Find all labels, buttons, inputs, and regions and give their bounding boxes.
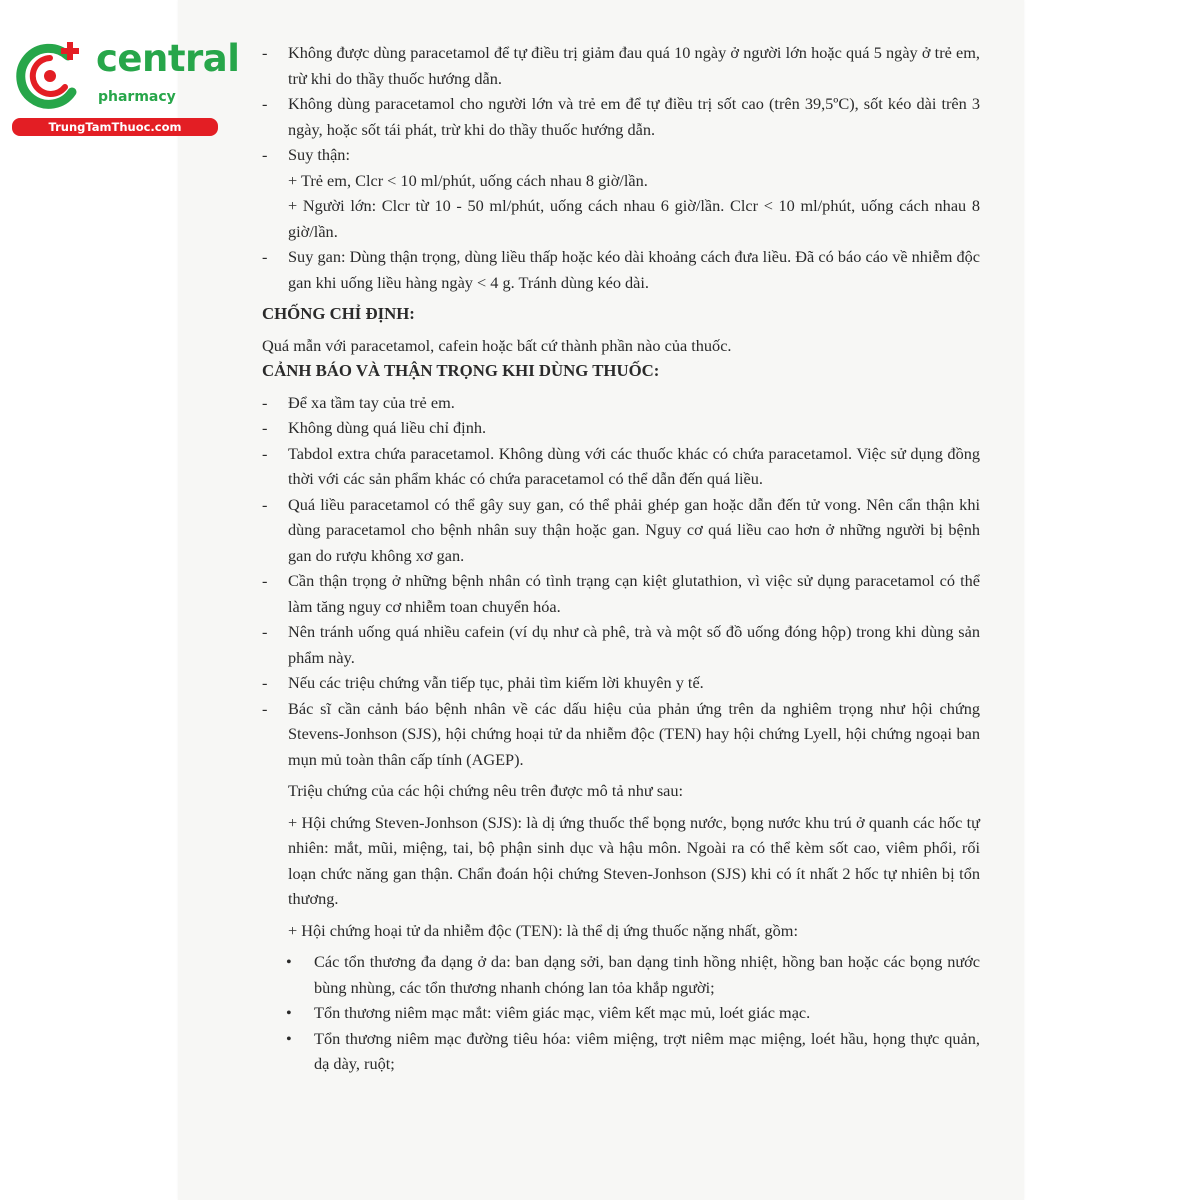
- logo-name: central: [96, 37, 240, 80]
- list-item: - Cần thận trọng ở những bệnh nhân có tình trạng cạn kiệt glutathion, vì việc sử dụng paracetamol có thể làm tăng nguy cơ nhiễm toan chuyển hóa.: [262, 568, 980, 619]
- contraindications-text: Quá mẫn với paracetamol, cafein hoặc bất cứ thành phần nào của thuốc.: [262, 335, 732, 355]
- dash-marker: -: [262, 571, 268, 590]
- bullet-item: • Các tổn thương đa dạng ở da: ban dạng sởi, ban dạng tinh hồng nhiệt, hồng ban hoặc các bọng nước bùng nhùng, các tổn thương nhanh chóng lan tỏa khắp người;: [262, 949, 980, 1000]
- bullet-marker: •: [286, 1003, 292, 1022]
- document-body: [262, 40, 980, 1077]
- renal-dose-child: + Trẻ em, Clcr < 10 ml/phút, uống cách nhau 8 giờ/lần.: [288, 170, 648, 190]
- bullet-marker: •: [286, 952, 292, 971]
- warnings-list: [262, 390, 980, 773]
- list-item: - Bác sĩ cần cảnh báo bệnh nhân về các dấu hiệu của phản ứng trên da nghiêm trọng như hội chứng Stevens-Jonhson (SJS), hội chứng hoại tử da nhiễm độc (TEN) hay hội chứng Lyell, hội chứng ngoại ban mụn mủ toàn thân cấp tính (AGEP).: [262, 696, 980, 773]
- renal-dose-adult: + Người lớn: Clcr từ 10 - 50 ml/phút, uống cách nhau 6 giờ/lần. Clcr < 10 ml/phút, uống cách nhau 8 giờ/lần.: [288, 196, 980, 241]
- dash-marker: -: [262, 622, 268, 641]
- symptoms-intro: Triệu chứng của các hội chứng nêu trên được mô tả như sau:: [288, 781, 684, 800]
- dash-marker: -: [262, 673, 268, 692]
- list-item: - Không dùng quá liều chỉ định.: [262, 415, 980, 441]
- list-item: - Nên tránh uống quá nhiều cafein (ví dụ như cà phê, trà và một số đồ uống đóng hộp) trong khi dùng sản phẩm này.: [262, 619, 980, 670]
- dash-marker: -: [262, 494, 268, 514]
- dash-marker: -: [262, 443, 268, 463]
- section-heading-warnings: CẢNH BÁO VÀ THẬN TRỌNG KHI DÙNG THUỐC:: [262, 361, 660, 380]
- central-pharmacy-logo[interactable]: [10, 37, 240, 138]
- list-item: - Không được dùng paracetamol để tự điều trị giảm đau quá 10 ngày ở người lớn hoặc quá 5 ngày ở trẻ em, trừ khi do thầy thuốc hướng dẫn.: [262, 40, 980, 91]
- sjs-description: + Hội chứng Steven-Jonhson (SJS): là dị ứng thuốc thể bọng nước, bọng nước khu trú ở quanh các hốc tự nhiên: mắt, mũi, miệng, tai, bộ phận sinh dục và hậu môn. Ngoài ra có thể kèm sốt cao, viêm phổi, rối loạn chức năng gan thận. Chẩn đoán hội chứng Steven-Jonhson (SJS) khi có ít nhất 2 hốc tự nhiên bị tổn thương.: [288, 812, 980, 908]
- list-item: - Suy thận:: [262, 142, 980, 168]
- dash-marker: -: [262, 418, 268, 437]
- dash-marker: -: [262, 94, 268, 113]
- list-item: - Quá liều paracetamol có thể gây suy gan, có thể phải ghép gan hoặc dẫn đến tử vong. Nên cẩn thận khi dùng paracetamol cho bệnh nhân suy thận hoặc gan. Nguy cơ quá liều cao hơn ở những người bị bệnh gan do rượu không xơ gan.: [262, 492, 980, 569]
- section-heading-contraindications: CHỐNG CHỈ ĐỊNH:: [262, 304, 415, 323]
- dash-marker: -: [262, 43, 268, 62]
- logo-url-banner: TrungTamThuoc.com: [12, 118, 218, 136]
- list-item: - Không dùng paracetamol cho người lớn và trẻ em để tự điều trị sốt cao (trên 39,5ºC), sốt kéo dài trên 3 ngày, hoặc sốt tái phát, trừ khi do thầy thuốc hướng dẫn.: [262, 91, 980, 142]
- dash-marker: -: [262, 392, 268, 412]
- list-item: - Suy gan: Dùng thận trọng, dùng liều thấp hoặc kéo dài khoảng cách đưa liều. Đã có báo cáo về nhiễm độc gan khi uống liều hàng ngày < 4 g. Tránh dùng kéo dài.: [262, 244, 980, 295]
- list-item: - Để xa tầm tay của trẻ em.: [262, 390, 980, 416]
- list-item: - Tabdol extra chứa paracetamol. Không dùng với các thuốc khác có chứa paracetamol. Việc sử dụng đồng thời với các sản phẩm khác có chứa paracetamol có thể dẫn đến quá liều.: [262, 441, 980, 492]
- ten-description: + Hội chứng hoại tử da nhiễm độc (TEN): là thể dị ứng thuốc nặng nhất, gồm:: [288, 920, 798, 940]
- bullet-item: • Tổn thương niêm mạc mắt: viêm giác mạc, viêm kết mạc mủ, loét giác mạc.: [262, 1000, 980, 1026]
- bullet-item: • Tổn thương niêm mạc đường tiêu hóa: viêm miệng, trợt niêm mạc miệng, loét hầu, họng thực quản, dạ dày, ruột;: [262, 1026, 980, 1077]
- logo-subtitle: pharmacy: [98, 89, 176, 105]
- list-item: - Nếu các triệu chứng vẫn tiếp tục, phải tìm kiếm lời khuyên y tế.: [262, 670, 980, 696]
- dash-marker: -: [262, 145, 268, 164]
- dash-marker: -: [262, 698, 268, 718]
- bullet-marker: •: [286, 1028, 292, 1048]
- pharmacy-c-cross-icon: [10, 38, 90, 118]
- ten-bullet-list: [262, 949, 980, 1077]
- dash-marker: -: [262, 247, 268, 266]
